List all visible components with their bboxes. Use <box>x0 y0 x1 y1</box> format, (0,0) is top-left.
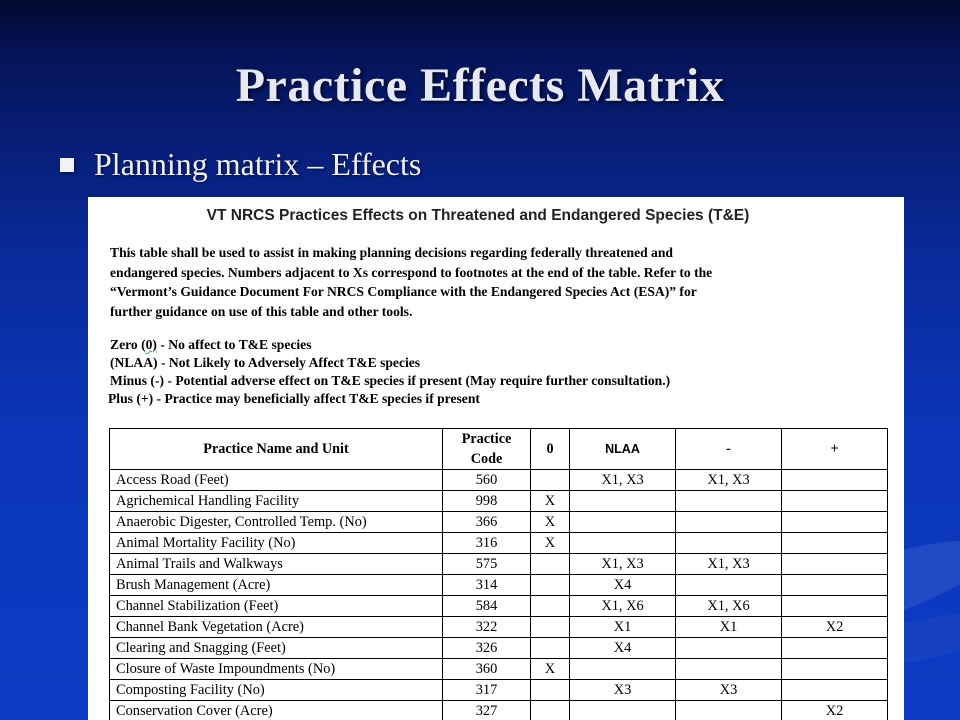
cell-minus <box>676 575 782 596</box>
cell-zero: X <box>531 533 570 554</box>
table-row <box>110 680 888 701</box>
cell-practice-code: 360 <box>443 659 531 680</box>
cell-nlaa <box>570 512 676 533</box>
cell-minus: X1, X3 <box>676 554 782 575</box>
legend <box>110 336 870 408</box>
cell-nlaa: X1, X3 <box>570 554 676 575</box>
square-bullet-icon <box>60 158 74 172</box>
cell-practice-name: Anaerobic Digester, Controlled Temp. (No) <box>110 512 443 533</box>
cell-zero: X <box>531 659 570 680</box>
bullet-text: Planning matrix – Effects <box>94 146 422 182</box>
header-practice-code: Practice Code <box>443 429 531 470</box>
cell-practice-code: 317 <box>443 680 531 701</box>
legend-minus: Minus (-) - Potential adverse effect on T&E species if present (May require further consultation.) <box>110 373 671 388</box>
legend-nlaa: (NLAA) - Not Likely to Adversely Affect T&E species <box>110 355 421 370</box>
cell-zero <box>531 638 570 659</box>
cell-practice-name: Channel Bank Vegetation (Acre) <box>110 617 443 638</box>
table-row <box>110 512 888 533</box>
cell-minus: X3 <box>676 680 782 701</box>
cell-practice-code: 366 <box>443 512 531 533</box>
cell-practice-name: Closure of Waste Impoundments (No) <box>110 659 443 680</box>
cell-minus <box>676 533 782 554</box>
cell-nlaa <box>570 491 676 512</box>
cell-practice-code: 584 <box>443 596 531 617</box>
cell-practice-name: Animal Trails and Walkways <box>110 554 443 575</box>
table-row <box>110 575 888 596</box>
intro-paragraph <box>110 243 870 321</box>
table-row <box>110 533 888 554</box>
header-practice-name: Practice Name and Unit <box>110 429 443 470</box>
cell-minus: X1 <box>676 617 782 638</box>
intro-line: “Vermont’s Guidance Document For NRCS Compliance with the Endangered Species Act (ESA)” for <box>110 284 697 299</box>
cell-plus <box>782 491 888 512</box>
table-row <box>110 554 888 575</box>
cell-zero <box>531 470 570 491</box>
cell-plus <box>782 680 888 701</box>
intro-line: endangered species. Numbers adjacent to Xs correspond to footnotes at the end of the table. Refer to the <box>110 264 713 280</box>
bullet-item <box>60 146 421 183</box>
cell-nlaa: X3 <box>570 680 676 701</box>
cell-zero: X <box>531 512 570 533</box>
cell-nlaa <box>570 701 676 720</box>
cell-minus <box>676 701 782 720</box>
cell-plus: X2 <box>782 701 888 720</box>
table-row <box>110 659 888 680</box>
cell-practice-name: Composting Facility (No) <box>110 680 443 701</box>
header-nlaa: NLAA <box>570 429 676 470</box>
cell-nlaa: X4 <box>570 575 676 596</box>
cell-plus <box>782 659 888 680</box>
cell-nlaa: X1, X3 <box>570 470 676 491</box>
slide-title: Practice Effects Matrix <box>235 59 725 112</box>
cell-nlaa <box>570 659 676 680</box>
cell-nlaa <box>570 533 676 554</box>
table-row <box>110 596 888 617</box>
intro-line: further guidance on use of this table and other tools. <box>110 303 413 319</box>
cell-practice-code: 316 <box>443 533 531 554</box>
cell-practice-name: Conservation Cover (Acre) <box>110 701 443 720</box>
header-minus: - <box>676 429 782 470</box>
cell-minus <box>676 638 782 659</box>
table-row <box>110 617 888 638</box>
cell-practice-name: Access Road (Feet) <box>110 470 443 491</box>
cell-nlaa: X4 <box>570 638 676 659</box>
header-plus: + <box>782 429 888 470</box>
cell-nlaa: X1, X6 <box>570 596 676 617</box>
cell-minus <box>676 512 782 533</box>
cell-zero <box>531 596 570 617</box>
cell-practice-code: 322 <box>443 617 531 638</box>
cell-zero <box>531 701 570 720</box>
cell-plus: X2 <box>782 617 888 638</box>
cell-plus <box>782 575 888 596</box>
cell-zero <box>531 680 570 701</box>
cell-plus <box>782 470 888 491</box>
document-title: VT NRCS Practices Effects on Threatened and Endangered Species (T&E) <box>206 207 750 224</box>
document-image <box>88 197 904 720</box>
cell-practice-code: 314 <box>443 575 531 596</box>
cell-nlaa: X1 <box>570 617 676 638</box>
cell-minus: X1, X6 <box>676 596 782 617</box>
cell-minus <box>676 659 782 680</box>
cell-plus <box>782 533 888 554</box>
cell-plus <box>782 554 888 575</box>
cell-minus: X1, X3 <box>676 470 782 491</box>
cell-zero: X <box>531 491 570 512</box>
table-row <box>110 470 888 491</box>
practice-effects-table <box>109 428 888 720</box>
table-row <box>110 638 888 659</box>
table-row <box>110 491 888 512</box>
cell-practice-name: Agrichemical Handling Facility <box>110 491 443 512</box>
cell-practice-code: 326 <box>443 638 531 659</box>
cell-practice-name: Channel Stabilization (Feet) <box>110 596 443 617</box>
table-row <box>110 701 888 720</box>
cell-practice-code: 560 <box>443 470 531 491</box>
cell-plus <box>782 596 888 617</box>
spellcheck-squiggle: 0) <box>145 337 157 352</box>
cell-minus <box>676 491 782 512</box>
legend-zero: Zero (0) - No affect to T&E species <box>110 337 312 352</box>
cell-plus <box>782 638 888 659</box>
legend-plus: Plus (+) - Practice may beneficially affect T&E species if present <box>108 391 480 406</box>
cell-practice-code: 327 <box>443 701 531 720</box>
cell-practice-code: 575 <box>443 554 531 575</box>
cell-practice-name: Clearing and Snagging (Feet) <box>110 638 443 659</box>
cell-zero <box>531 554 570 575</box>
cell-practice-name: Brush Management (Acre) <box>110 575 443 596</box>
cell-practice-code: 998 <box>443 491 531 512</box>
cell-plus <box>782 512 888 533</box>
header-zero: 0 <box>531 429 570 470</box>
cell-zero <box>531 575 570 596</box>
table-header-row <box>110 429 888 470</box>
cell-zero <box>531 617 570 638</box>
intro-line: This table shall be used to assist in making planning decisions regarding federally threatened and <box>110 245 673 260</box>
cell-practice-name: Animal Mortality Facility (No) <box>110 533 443 554</box>
